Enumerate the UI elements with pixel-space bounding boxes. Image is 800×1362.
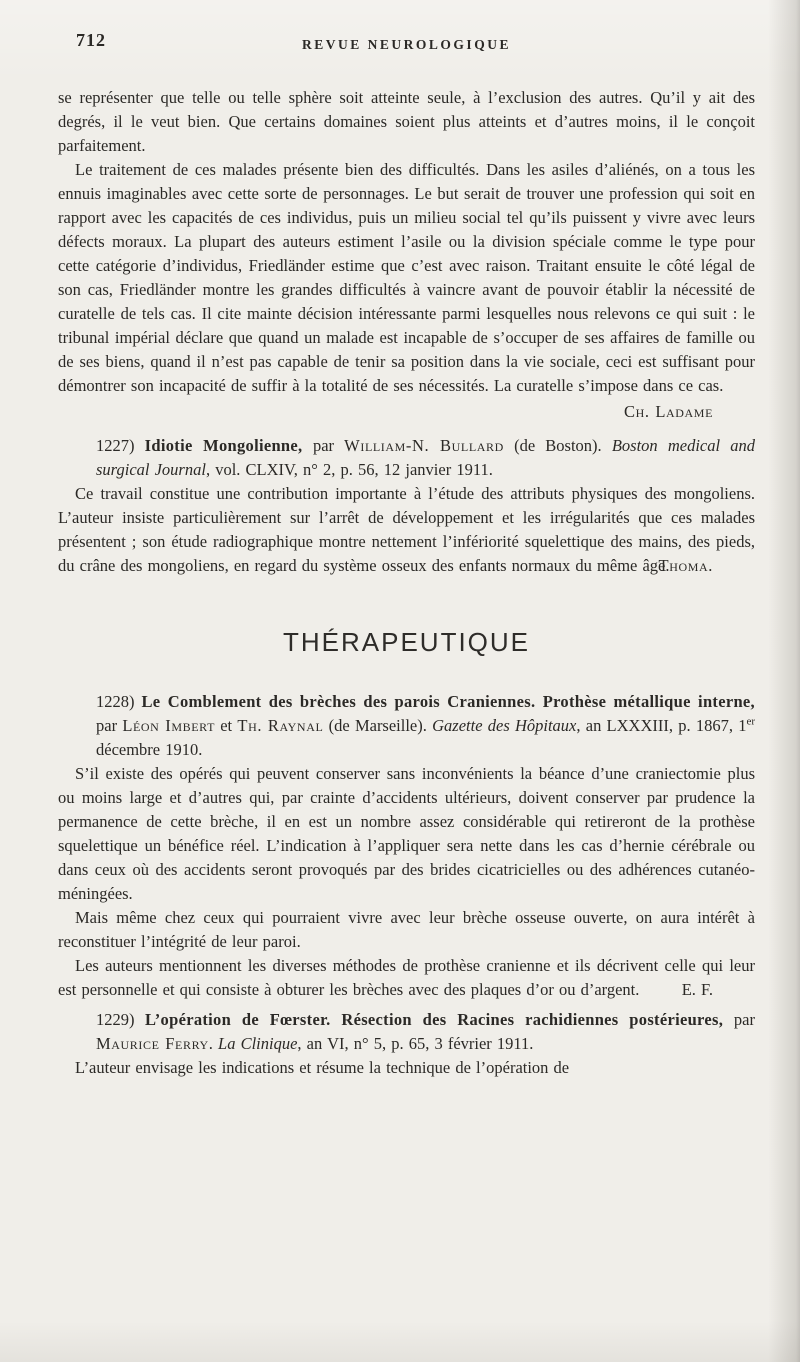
text-segment: , an LXXXIII, p. 1867, 1: [576, 716, 747, 735]
text-segment: 1227): [96, 436, 145, 455]
running-head: [58, 30, 755, 64]
entry-body: [58, 954, 755, 1002]
text-segment: Gazette des Hôpitaux: [432, 716, 577, 735]
text-segment: , vol. CLXIV, n° 2, p. 56, 12 janvier 1911.: [205, 460, 493, 479]
running-title: REVUE NEUROLOGIQUE: [302, 37, 511, 52]
text-segment: Th. Raynal: [237, 716, 324, 735]
text-segment: er: [746, 715, 755, 728]
paragraph: L’auteur envisage les indications et résume la technique de l’opération de: [75, 1058, 570, 1077]
entry-body: [58, 482, 755, 578]
reviewer-name: Ch. Ladame: [624, 402, 713, 421]
review-continuation: [58, 86, 755, 424]
text-segment: par: [96, 716, 123, 735]
entry-heading: [58, 690, 755, 762]
text-segment: William-N. Bullard: [344, 436, 504, 455]
text-segment: Maurice Ferry: [96, 1034, 209, 1053]
text-segment: décembre 1910.: [96, 740, 203, 759]
review-entry-1229: [58, 1008, 755, 1080]
text-segment: par: [312, 436, 345, 455]
text-segment: Idiotie Mongolienne,: [144, 436, 313, 455]
reviewer-signature: [58, 400, 755, 424]
text-segment: et: [215, 716, 238, 735]
text-segment: (de Marseille).: [323, 716, 433, 735]
reviewer-signature: E. F.: [681, 980, 713, 999]
paragraph: Mais même chez ceux qui pourraient vivre avec leur brèche osseuse ouverte, on aura intérêt à reconstituer l’intégrité de leur paroi.: [58, 908, 755, 951]
entry-heading: [58, 1008, 755, 1056]
text-segment: Boston medical and surgical Journal: [96, 436, 755, 479]
text-segment: , an VI, n° 5, p. 65, 3 février 1911.: [297, 1034, 534, 1053]
paragraph: Le traitement de ces malades présente bien des difficultés. Dans les asiles d’aliénés, on a tous les ennuis imaginables avec cette sorte de personnages. Le but serait de trouver une profession qui soit en rapport avec les capacités de ces individus, puis un milieu social tel qu’ils puissent y vivre avec leurs défects moraux. La plupart des auteurs estiment l’asile ou la division spéciale comme le type pour cette catégorie d’individus, Friedländer estime que c’est avec raison. Traitant ensuite le côté légal de son cas, Friedländer montre les grandes difficultés à vaincre avant de pouvoir établir la nécessité de curatelle de tels cas. Il cite mainte décision intéressante parmi lesquelles nous relevons ce qui suit : le tribunal impérial déclare que quand un malade est incapable de s’occuper de ses affaires de famille ou de ses biens, quand il n’est pas capable de tenir sa position dans la vie sociale, ceci est suffisant pour démontrer son incapacité de suffir à la totalité de ses nécessités. La curatelle s’impose dans ce cas.: [58, 160, 755, 395]
text-segment: par: [733, 1010, 755, 1029]
section-heading: THÉRAPEUTIQUE: [282, 627, 531, 657]
text-segment: 1229): [96, 1010, 145, 1029]
paragraph: se représenter que telle ou telle sphère soit atteinte seule, à l’exclusion des autres. Qu’il y ait des degrés, il le veut bien. Que certains domaines soient plus atteints et d’autres moins, il le conçoit parfaitement.: [58, 88, 755, 155]
reviewer-signature: Thoma.: [658, 556, 713, 575]
text-segment: La Clinique: [218, 1034, 298, 1053]
text-segment: L’opération de Fœrster. Résection des Racines rachidiennes postérieures,: [144, 1010, 734, 1029]
text-segment: 1228): [96, 692, 142, 711]
text-segment: .: [208, 1034, 219, 1053]
paragraph: Ce travail constitue une contribution importante à l’étude des attributs physiques des mongoliens. L’auteur insiste particulièrement sur l’arrêt de développement et les irrégularités que ces malades présentent ; son étude radiographique montre nettement l’infériorité squelettique des mains, des pieds, du crâne des mongoliens, en regard du système osseux des enfants normaux du même âge.: [58, 484, 755, 575]
text-segment: Léon Imbert: [122, 716, 215, 735]
entry-heading: [58, 434, 755, 482]
text-segment: Le Comblement des brèches des parois Craniennes. Prothèse métallique interne,: [141, 692, 755, 711]
page-body: [58, 86, 755, 1080]
review-entry-1227: [58, 434, 755, 578]
paragraph: Les auteurs mentionnent les diverses méthodes de prothèse cranienne et ils décrivent celle qui leur est personnelle et qui consiste à obturer les brèches avec des plaques d’or ou d’argent.: [58, 956, 755, 999]
paragraph: S’il existe des opérés qui peuvent conserver sans inconvénients la béance d’une craniectomie plus ou moins large et d’autres qui, par crainte d’accidents ultérieurs, doivent conserver par prudence la permanence de cette brèche, il en est un nombre assez considérable qui retireront de la prothèse squelettique un bénéfice réel. L’indication à l’appliquer sera nette dans les cas d’hernie cérébrale ou dans ceux où des accidents seront provoqués par des brides cicatricielles ou des adhérences cutanéo-méningées.: [58, 764, 755, 903]
review-entry-1228: [58, 690, 755, 1002]
page-number: 712: [76, 30, 106, 50]
text-segment: (de Boston).: [503, 436, 612, 455]
